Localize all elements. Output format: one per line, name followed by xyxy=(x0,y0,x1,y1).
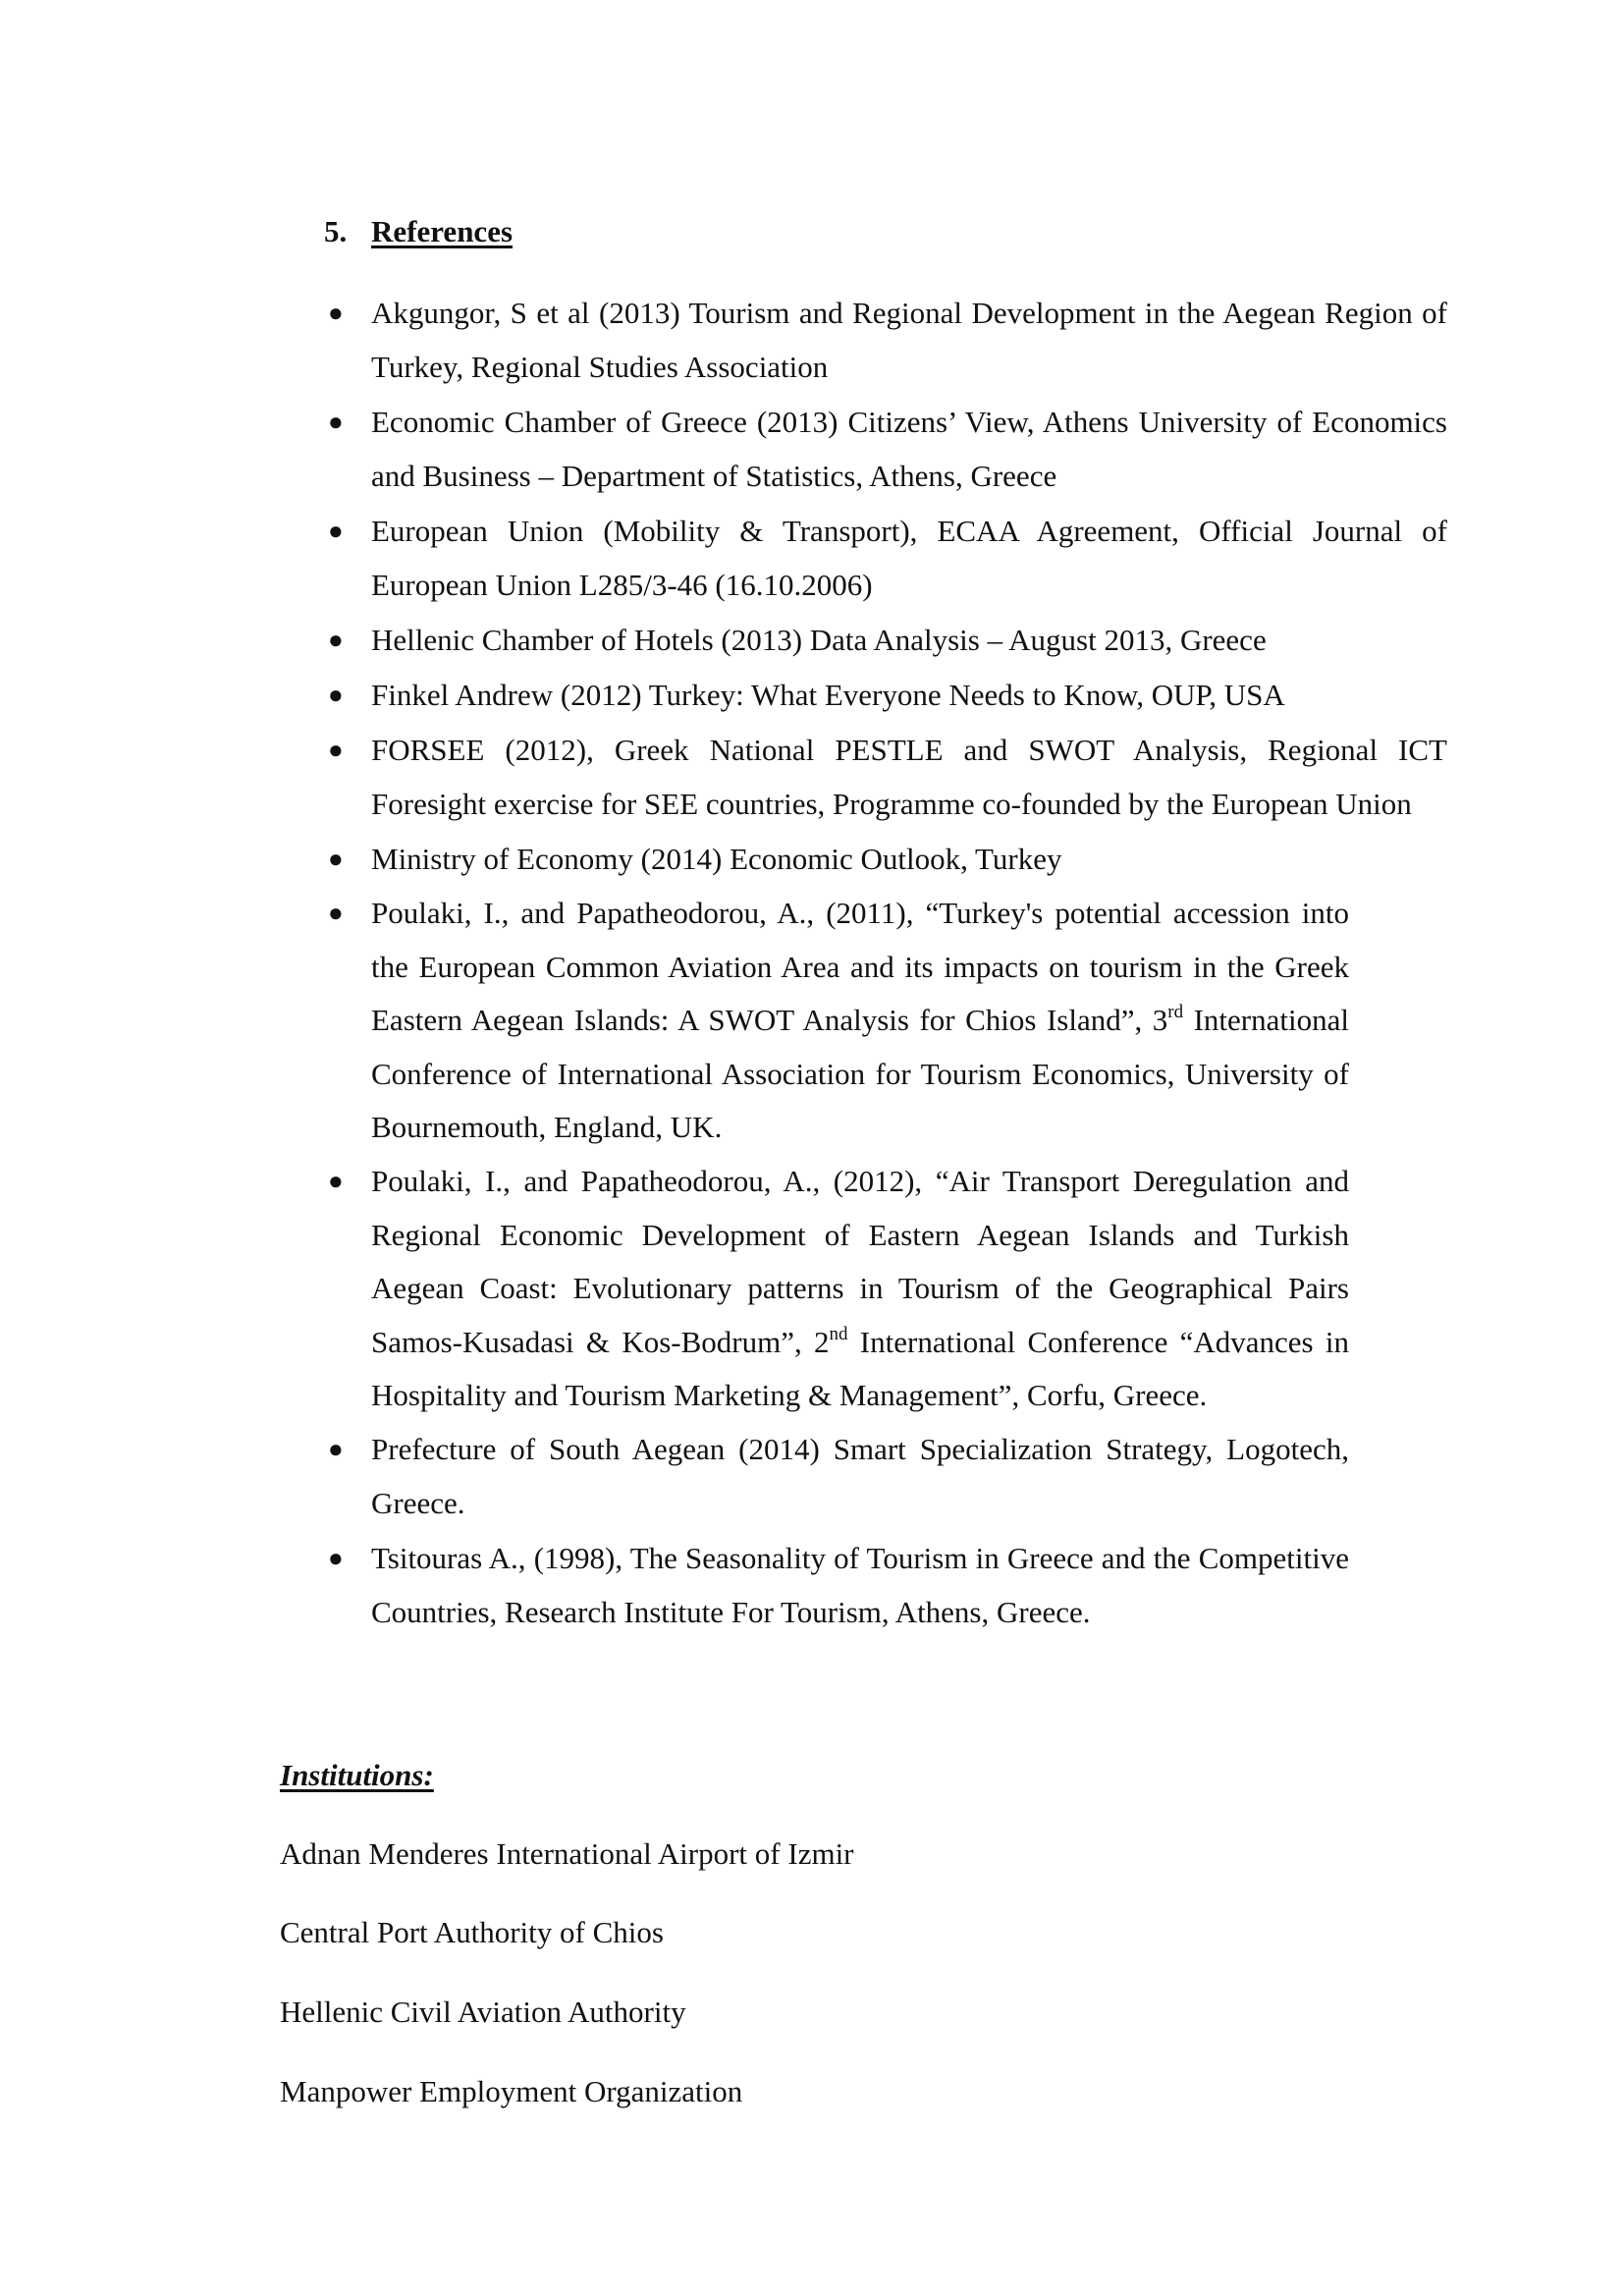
reference-item xyxy=(328,887,1349,1155)
reference-item xyxy=(328,396,1447,503)
reference-text: European Union (Mobility & Transport), ECAA Agreement, Official Journal of European Union L285/3-46 (16.10.2006) xyxy=(371,514,1447,602)
bullet-icon: ● xyxy=(328,517,344,545)
reference-text: Hellenic Chamber of Hotels (2013) Data Analysis – August 2013, Greece xyxy=(371,623,1267,657)
institutions-heading: Institutions: xyxy=(280,1758,434,1792)
bullet-icon: ● xyxy=(328,899,344,927)
reference-item xyxy=(328,287,1447,394)
reference-item xyxy=(328,669,1447,723)
bullet-icon: ● xyxy=(328,1167,344,1195)
bullet-icon: ● xyxy=(328,1435,344,1463)
reference-text xyxy=(371,887,1349,1155)
reference-text xyxy=(371,1155,1349,1423)
bullet-icon: ● xyxy=(328,299,344,327)
reference-item xyxy=(328,1532,1349,1639)
ordinal-suffix: nd xyxy=(829,1323,848,1344)
bullet-icon: ● xyxy=(328,845,344,873)
section-title: References xyxy=(371,214,514,248)
bullet-icon: ● xyxy=(328,408,344,436)
bullet-icon: ● xyxy=(328,736,344,764)
section-number: 5. xyxy=(324,214,348,248)
reference-text: Ministry of Economy (2014) Economic Outlook, Turkey xyxy=(371,842,1062,876)
bullet-icon: ● xyxy=(328,681,344,709)
reference-text-main: Poulaki, I., and Papatheodorou, A., (2012), “Air Transport Deregulation and Regional Economic Development of Eastern Aegean Islands and Turkish Aegean Coast: Evolutionary patterns in Tourism of the Geographical Pairs Samos-Kusadasi & Kos-Bodrum”, 2 xyxy=(371,1164,1349,1359)
institution-item: Manpower Employment Organization xyxy=(280,2074,743,2108)
reference-text: Tsitouras A., (1998), The Seasonality of Tourism in Greece and the Competitive Countries, Research Institute For Tourism, Athens, Greece. xyxy=(371,1541,1349,1629)
ordinal-suffix: rd xyxy=(1167,1002,1184,1022)
reference-text: FORSEE (2012), Greek National PESTLE and SWOT Analysis, Regional ICT Foresight exercise for SEE countries, Programme co-founded by the European Union xyxy=(371,733,1447,821)
reference-text: Economic Chamber of Greece (2013) Citizens’ View, Athens University of Economics and Business – Department of Statistics, Athens, Greece xyxy=(371,405,1447,493)
reference-item xyxy=(328,724,1447,831)
reference-text: Akgungor, S et al (2013) Tourism and Regional Development in the Aegean Region of Turkey, Regional Studies Association xyxy=(371,296,1447,384)
institution-item: Hellenic Civil Aviation Authority xyxy=(280,1995,686,2029)
reference-item xyxy=(328,614,1447,668)
reference-text-main: Poulaki, I., and Papatheodorou, A., (2011), “Turkey's potential accession into the European Common Aviation Area and its impacts on tourism in the Greek Eastern Aegean Islands: A SWOT Analysis for Chios Island”, 3 xyxy=(371,896,1349,1037)
reference-item xyxy=(328,505,1447,612)
bullet-icon: ● xyxy=(328,626,344,654)
reference-item xyxy=(328,1155,1349,1423)
reference-text-rest: International Conference “Advances in Hospitality and Tourism Marketing & Management”, Corfu, Greece. xyxy=(371,1324,1349,1412)
institution-item: Adnan Menderes International Airport of Izmir xyxy=(280,1836,854,1871)
reference-text: Prefecture of South Aegean (2014) Smart Specialization Strategy, Logotech, Greece. xyxy=(371,1432,1349,1520)
reference-item xyxy=(328,1423,1349,1530)
reference-item xyxy=(328,833,1447,887)
bullet-icon: ● xyxy=(328,1544,344,1572)
reference-text: Finkel Andrew (2012) Turkey: What Everyone Needs to Know, OUP, USA xyxy=(371,678,1285,712)
institution-item: Central Port Authority of Chios xyxy=(280,1915,664,1949)
reference-text-rest: International Conference of International Association for Tourism Economics, University of Bournemouth, England, UK. xyxy=(371,1003,1349,1144)
